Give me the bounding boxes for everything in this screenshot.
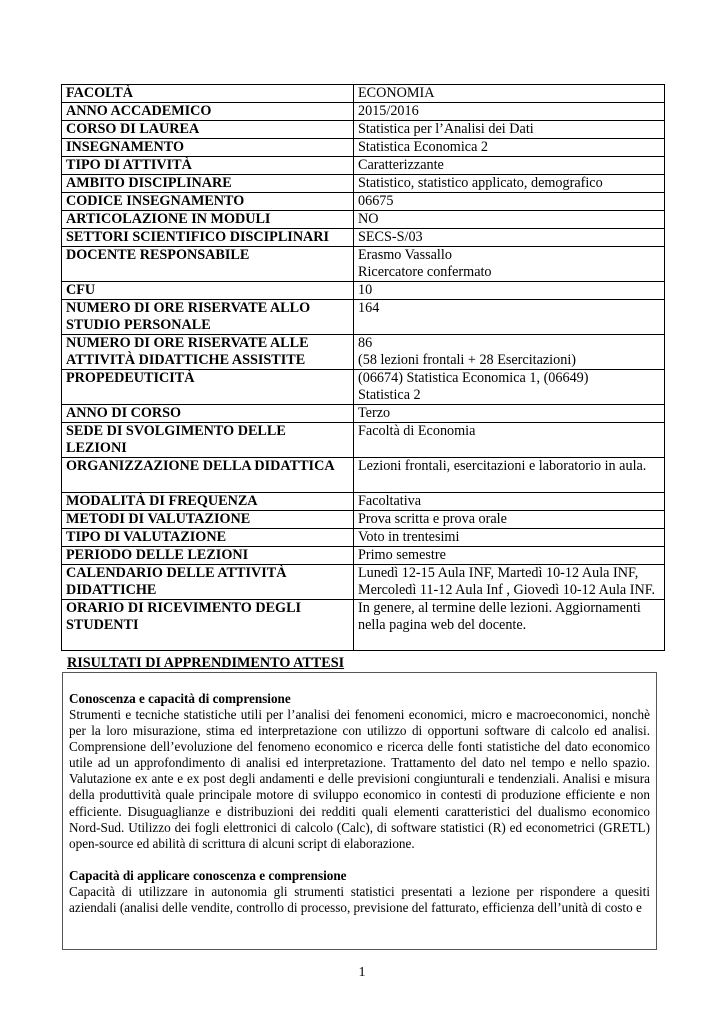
- field-label: ORGANIZZAZIONE DELLA DIDATTICA: [62, 458, 354, 493]
- table-row: [62, 458, 665, 493]
- table-row: [62, 121, 665, 139]
- field-label: TIPO DI VALUTAZIONE: [62, 529, 354, 547]
- paragraph: Strumenti e tecniche statistiche utili per l’analisi dei fenomeni economici, micro e macroeconomici, nonchè per la loro misurazione, stima ed interpretazione con utilizzo di opportuni software di calcolo ed analisi. Comprensione dell’evoluzione del fenomeno economico e ricerca delle fonti statistiche del dato economico utile ad un approfondimento di analisi ed interpretazione. Trattamento del dato nel tempo e nello spazio. Valutazione ex ante e ex post degli andamenti e delle previsioni congiunturali e tendenziali. Analisi e misura della produttività quale principale motore di sviluppo economico in contesti di produzione efficiente e non efficiente. Disuguaglianze e distribuzioni dei redditi quali elementi caratteristici del dualismo economico Nord-Sud. Utilizzo dei fogli elettronici di calcolo (Calc), di software statistici (R) ed econometrici (GRETL) open-source ed abilità di scrittura di alcuni script di elaborazione.: [69, 707, 650, 851]
- table-row: [62, 229, 665, 247]
- field-label: FACOLTÀ: [62, 85, 354, 103]
- table-row: [62, 247, 665, 282]
- field-value: Statistica Economica 2: [354, 139, 665, 157]
- table-row: [62, 175, 665, 193]
- table-row: [62, 85, 665, 103]
- field-value: 10: [354, 282, 665, 300]
- field-label: NUMERO DI ORE RISERVATE ALLE ATTIVITÀ DIDATTICHE ASSISTITE: [62, 335, 354, 370]
- table-row: [62, 511, 665, 529]
- field-label: AMBITO DISCIPLINARE: [62, 175, 354, 193]
- field-label: METODI DI VALUTAZIONE: [62, 511, 354, 529]
- field-value: 86 (58 lezioni frontali + 28 Esercitazioni): [354, 335, 665, 370]
- field-label: PROPEDEUTICITÀ: [62, 370, 354, 405]
- field-label: CODICE INSEGNAMENTO: [62, 193, 354, 211]
- field-label: ANNO ACCADEMICO: [62, 103, 354, 121]
- field-label: INSEGNAMENTO: [62, 139, 354, 157]
- table-row: [62, 565, 665, 600]
- field-value: Lezioni frontali, esercitazioni e laboratorio in aula.: [354, 458, 665, 493]
- field-label: CFU: [62, 282, 354, 300]
- page-number: 1: [358, 965, 366, 980]
- table-row: [62, 139, 665, 157]
- field-value: 06675: [354, 193, 665, 211]
- field-label: SEDE DI SVOLGIMENTO DELLE LEZIONI: [62, 423, 354, 458]
- field-value: Terzo: [354, 405, 665, 423]
- results-box: [62, 672, 657, 950]
- field-value: Facoltà di Economia: [354, 423, 665, 458]
- field-value: In genere, al termine delle lezioni. Aggiornamenti nella pagina web del docente.: [354, 600, 665, 651]
- subsection-title: Conoscenza e capacità di comprensione: [69, 691, 291, 706]
- field-label: MODALITÀ DI FREQUENZA: [62, 493, 354, 511]
- field-value: Statistica per l’Analisi dei Dati: [354, 121, 665, 139]
- field-label: CORSO DI LAUREA: [62, 121, 354, 139]
- field-value: 2015/2016: [354, 103, 665, 121]
- field-value: Prova scritta e prova orale: [354, 511, 665, 529]
- field-value: Lunedì 12-15 Aula INF, Martedì 10-12 Aula INF, Mercoledì 11-12 Aula Inf , Giovedì 10-12 Aula INF.: [354, 565, 665, 600]
- table-row: [62, 493, 665, 511]
- paragraph: Capacità di utilizzare in autonomia gli strumenti statistici presentati a lezione per rispondere a quesiti aziendali (analisi delle vendite, controllo di processo, previsione del fatturato, efficienza dell’unità di costo e: [69, 883, 650, 915]
- table-row: [62, 405, 665, 423]
- field-label: DOCENTE RESPONSABILE: [62, 247, 354, 282]
- table-row: [62, 282, 665, 300]
- field-value: ECONOMIA: [354, 85, 665, 103]
- field-label: ANNO DI CORSO: [62, 405, 354, 423]
- field-label: ORARIO DI RICEVIMENTO DEGLI STUDENTI: [62, 600, 354, 651]
- table-row: [62, 157, 665, 175]
- field-label: CALENDARIO DELLE ATTIVITÀ DIDATTICHE: [62, 565, 354, 600]
- course-info-table: [61, 84, 665, 651]
- table-row: [62, 547, 665, 565]
- field-value: Primo semestre: [354, 547, 665, 565]
- table-row: [62, 335, 665, 370]
- field-value: SECS-S/03: [354, 229, 665, 247]
- table-row: [62, 300, 665, 335]
- field-value: NO: [354, 211, 665, 229]
- field-value: 164: [354, 300, 665, 335]
- table-row: [62, 370, 665, 405]
- field-value: Erasmo Vassallo Ricercatore confermato: [354, 247, 665, 282]
- table-row: [62, 600, 665, 651]
- field-label: ARTICOLAZIONE IN MODULI: [62, 211, 354, 229]
- field-label: NUMERO DI ORE RISERVATE ALLO STUDIO PERSONALE: [62, 300, 354, 335]
- table-row: [62, 423, 665, 458]
- field-value: (06674) Statistica Economica 1, (06649) Statistica 2: [354, 370, 665, 405]
- table-row: [62, 103, 665, 121]
- field-value: Facoltativa: [354, 493, 665, 511]
- table-row: [62, 193, 665, 211]
- field-value: Statistico, statistico applicato, demografico: [354, 175, 665, 193]
- field-label: PERIODO DELLE LEZIONI: [62, 547, 354, 565]
- field-value: Caratterizzante: [354, 157, 665, 175]
- section-heading: RISULTATI DI APPRENDIMENTO ATTESI: [67, 655, 345, 671]
- subsection-title: Capacità di applicare conoscenza e comprensione: [69, 867, 347, 883]
- table-row: [62, 211, 665, 229]
- field-label: TIPO DI ATTIVITÀ: [62, 157, 354, 175]
- table-row: [62, 529, 665, 547]
- field-value: Voto in trentesimi: [354, 529, 665, 547]
- field-label: SETTORI SCIENTIFICO DISCIPLINARI: [62, 229, 354, 247]
